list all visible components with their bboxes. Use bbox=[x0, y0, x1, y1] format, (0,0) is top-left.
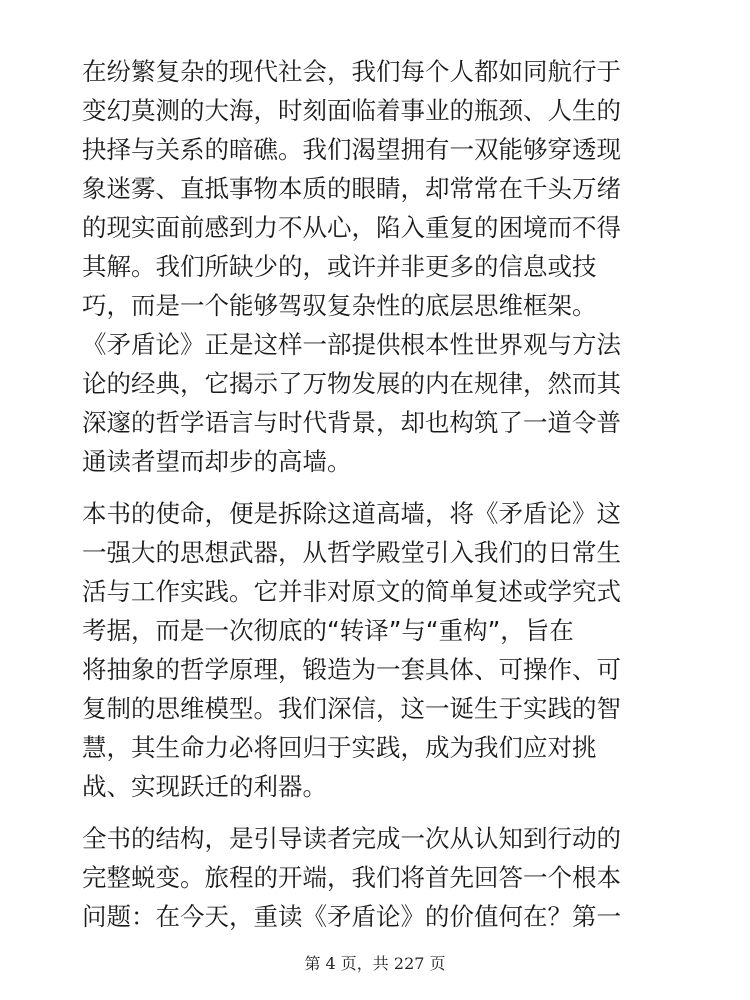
paragraph-3 bbox=[82, 819, 672, 936]
text-line: 考据，而是一次彻底的“转译”与“重构”，旨在 bbox=[82, 616, 574, 645]
paragraph-1 bbox=[82, 52, 672, 481]
text-line: 抉择与关系的暗礁。我们渴望拥有一双能够穿透现 bbox=[82, 135, 621, 164]
text-line: 慧，其生命力必将回归于实践，成为我们应对挑 bbox=[82, 733, 597, 762]
text-line: 全书的结构，是引导读者完成一次从认知到行动的 bbox=[82, 824, 621, 853]
text-line: 完整蜕变。旅程的开端，我们将首先回答一个根本 bbox=[82, 863, 621, 892]
text-line: 《矛盾论》正是这样一部提供根本性世界观与方法 bbox=[82, 330, 621, 359]
text-line: 其解。我们所缺少的，或许并非更多的信息或技 bbox=[82, 252, 597, 281]
text-line: 在纷繁复杂的现代社会，我们每个人都如同航行于 bbox=[82, 57, 621, 86]
text-line: 一强大的思想武器，从哲学殿堂引入我们的日常生 bbox=[82, 538, 621, 567]
text-line: 象迷雾、直抵事物本质的眼睛，却常常在千头万绪 bbox=[82, 174, 621, 203]
text-line: 问题：在今天，重读《矛盾论》的价值何在？第一 bbox=[82, 902, 621, 931]
text-line: 将抽象的哲学原理，锻造为一套具体、可操作、可 bbox=[82, 655, 621, 684]
document-body bbox=[82, 52, 672, 949]
text-line: 本书的使命，便是拆除这道高墙，将《矛盾论》这 bbox=[82, 499, 621, 528]
text-line: 复制的思维模型。我们深信，这一诞生于实践的智 bbox=[82, 694, 621, 723]
text-line: 巧，而是一个能够驾驭复杂性的底层思维框架。 bbox=[82, 291, 597, 320]
text-line: 活与工作实践。它并非对原文的简单复述或学究式 bbox=[82, 577, 621, 606]
paragraph-2 bbox=[82, 494, 672, 806]
text-line: 论的经典，它揭示了万物发展的内在规律，然而其 bbox=[82, 369, 621, 398]
text-line: 通读者望而却步的高墙。 bbox=[82, 447, 352, 476]
text-line: 战、实现跃迁的利器。 bbox=[82, 772, 327, 801]
page-number-footer: 第 4 页，共 227 页 bbox=[304, 954, 446, 973]
text-line: 的现实面前感到力不从心，陷入重复的困境而不得 bbox=[82, 213, 621, 242]
text-line: 深邃的哲学语言与时代背景，却也构筑了一道令普 bbox=[82, 408, 621, 437]
text-line: 变幻莫测的大海，时刻面临着事业的瓶颈、人生的 bbox=[82, 96, 621, 125]
